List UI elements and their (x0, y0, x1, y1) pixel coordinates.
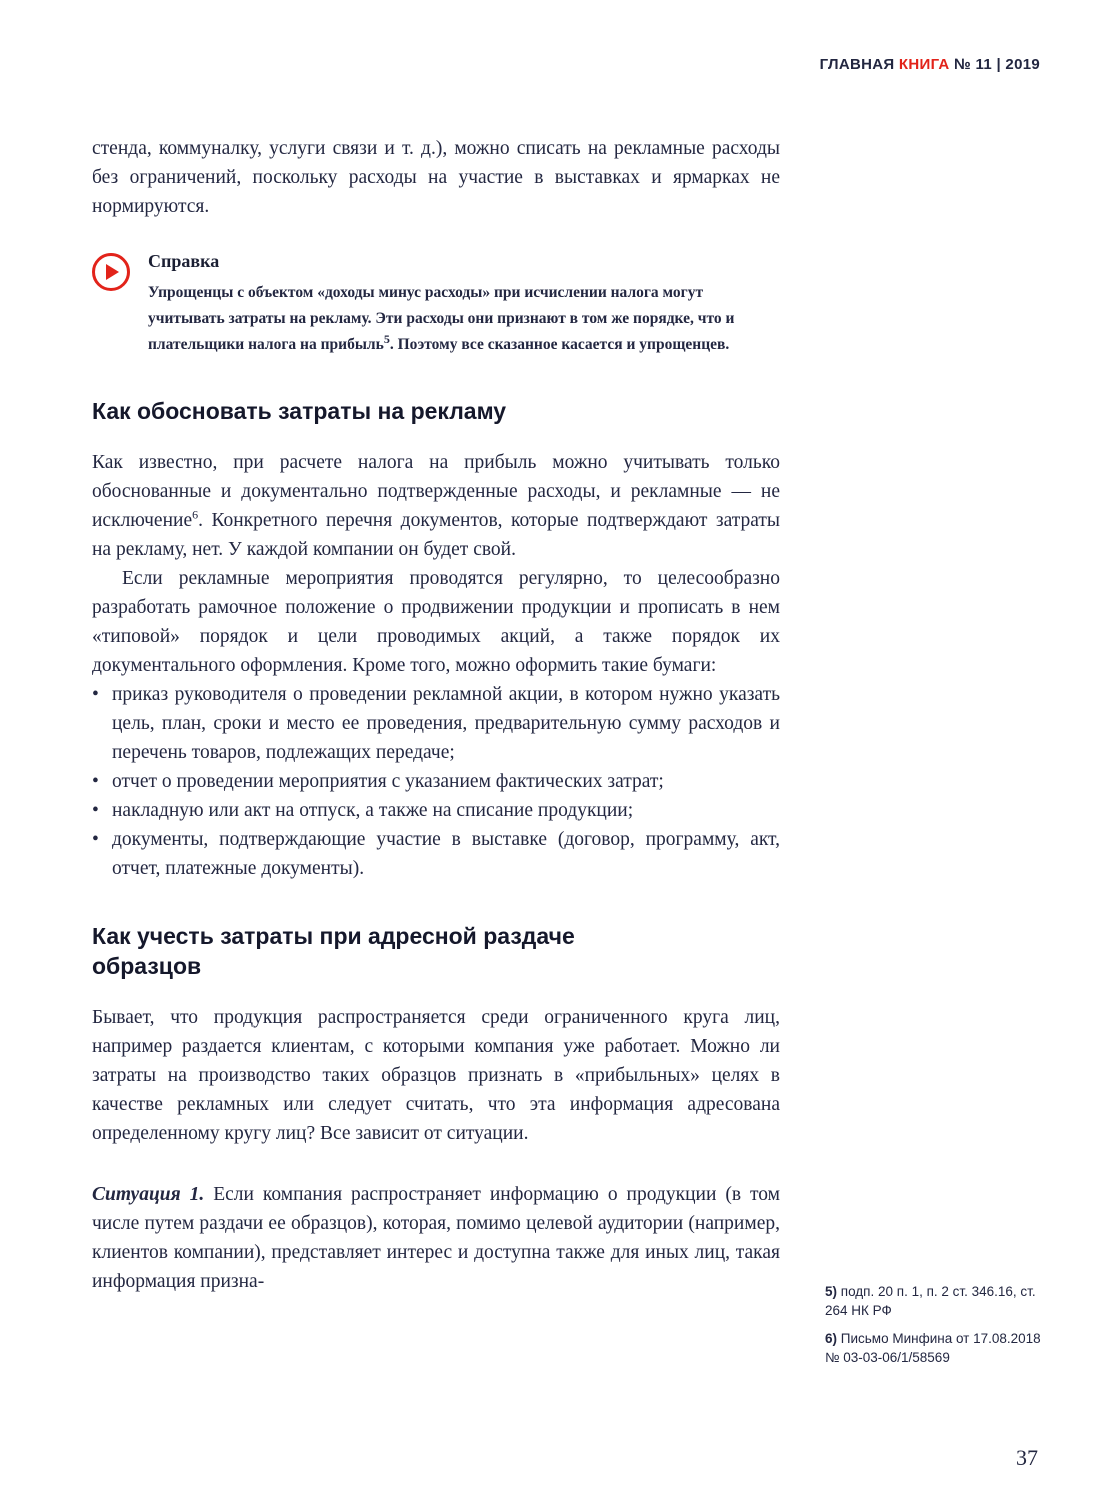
section-heading-sample-distribution: Как учесть затраты при адресной раздаче образцов (92, 923, 575, 979)
play-triangle-icon (106, 264, 119, 280)
masthead-brand-dark: ГЛАВНАЯ (819, 56, 895, 73)
masthead-issue: № 11 | 2019 (954, 56, 1040, 73)
section1-p1-start: Как известно, при расчете налога на прибыль можно учитывать только обоснованные и документально подтвержденные расходы, и рекламные — не исключение (92, 452, 780, 531)
situation-label: Ситуация 1. (92, 1184, 205, 1205)
footnote-ref-5: 5 (383, 331, 390, 346)
document-bullet-list (92, 680, 780, 883)
list-item: • отчет о проведении мероприятия с указанием фактических затрат; (92, 767, 780, 796)
intro-paragraph: стенда, коммуналку, услуги связи и т. д.), можно списать на рекламные расходы без ограничений, поскольку расходы на участие в выставках и ярмарках не нормируются. (92, 138, 780, 217)
callout-text (148, 280, 778, 358)
section1-paragraph-2: Если рекламные мероприятия проводятся регулярно, то целесообразно разработать рамочное положение о продвижении продукции и прописать в нем «типовой» порядок и цели проводимых акций, а также порядок их документального оформления. Кроме того, можно оформить такие бумаги: (92, 568, 780, 676)
masthead-brand-red: КНИГА (898, 56, 950, 73)
list-item: • документы, подтверждающие участие в выставке (договор, программу, акт, отчет, платежные документы). (92, 825, 780, 883)
callout-title: Справка (148, 251, 220, 271)
section1-paragraph-1 (92, 448, 780, 564)
situation-paragraph (92, 1180, 780, 1296)
footnote-5-text: подп. 20 п. 1, п. 2 ст. 346.16, ст. 264 НК РФ (825, 1284, 1036, 1318)
section2-paragraph-1: Бывает, что продукция распространяется среди ограниченного круга лиц, например раздается клиентам, с которыми компания уже работает. Можно ли затраты на производство таких образцов признать в «прибыльных» целях в качестве рекламных или следует считать, что эта информация адресована определенному кругу лиц? Все зависит от ситуации. (92, 1007, 780, 1144)
section1-p1-end: . Конкретного перечня документов, которые подтверждают затраты на рекламу, нет. У каждой компании он будет свой. (92, 510, 780, 560)
list-item: • накладную или акт на отпуск, а также на списание продукции; (92, 796, 780, 825)
play-icon (92, 253, 130, 291)
footnote-5-marker: 5) (825, 1284, 838, 1299)
main-text-column (92, 134, 780, 1296)
footnote-6-text: Письмо Минфина от 17.08.2018 № 03-03-06/1/58569 (825, 1331, 1041, 1365)
situation-text: Если компания распространяет информацию о продукции (в том числе путем раздачи ее образцов), которая, помимо целевой аудитории (например, клиентов компании), представляет интерес и доступна также для иных лиц, такая информация призна- (92, 1184, 780, 1292)
sidebar-footnotes (825, 1282, 1043, 1376)
callout-text-end: . Поэтому все сказанное касается и упрощенцев. (389, 336, 730, 353)
page-number: 37 (1016, 1445, 1038, 1470)
footnote-ref-6: 6 (192, 507, 199, 522)
callout-text-start: Упрощенцы с объектом «доходы минус расходы» при исчислении налога могут учитывать затраты на рекламу. Эти расходы они признают в том же порядке, что и плательщики налога на прибыль (148, 284, 735, 353)
journal-masthead (820, 56, 1040, 73)
footnote-6 (825, 1329, 1043, 1367)
footnote-5 (825, 1282, 1043, 1320)
callout-body (148, 251, 778, 358)
reference-callout (92, 251, 780, 358)
section-heading-justify-ad-costs: Как обосновать затраты на рекламу (92, 398, 507, 424)
list-item: • приказ руководителя о проведении рекламной акции, в котором нужно указать цель, план, сроки и место ее проведения, предварительную сумму расходов и перечень товаров, подлежащих передаче; (92, 680, 780, 767)
footnote-6-marker: 6) (825, 1331, 838, 1346)
